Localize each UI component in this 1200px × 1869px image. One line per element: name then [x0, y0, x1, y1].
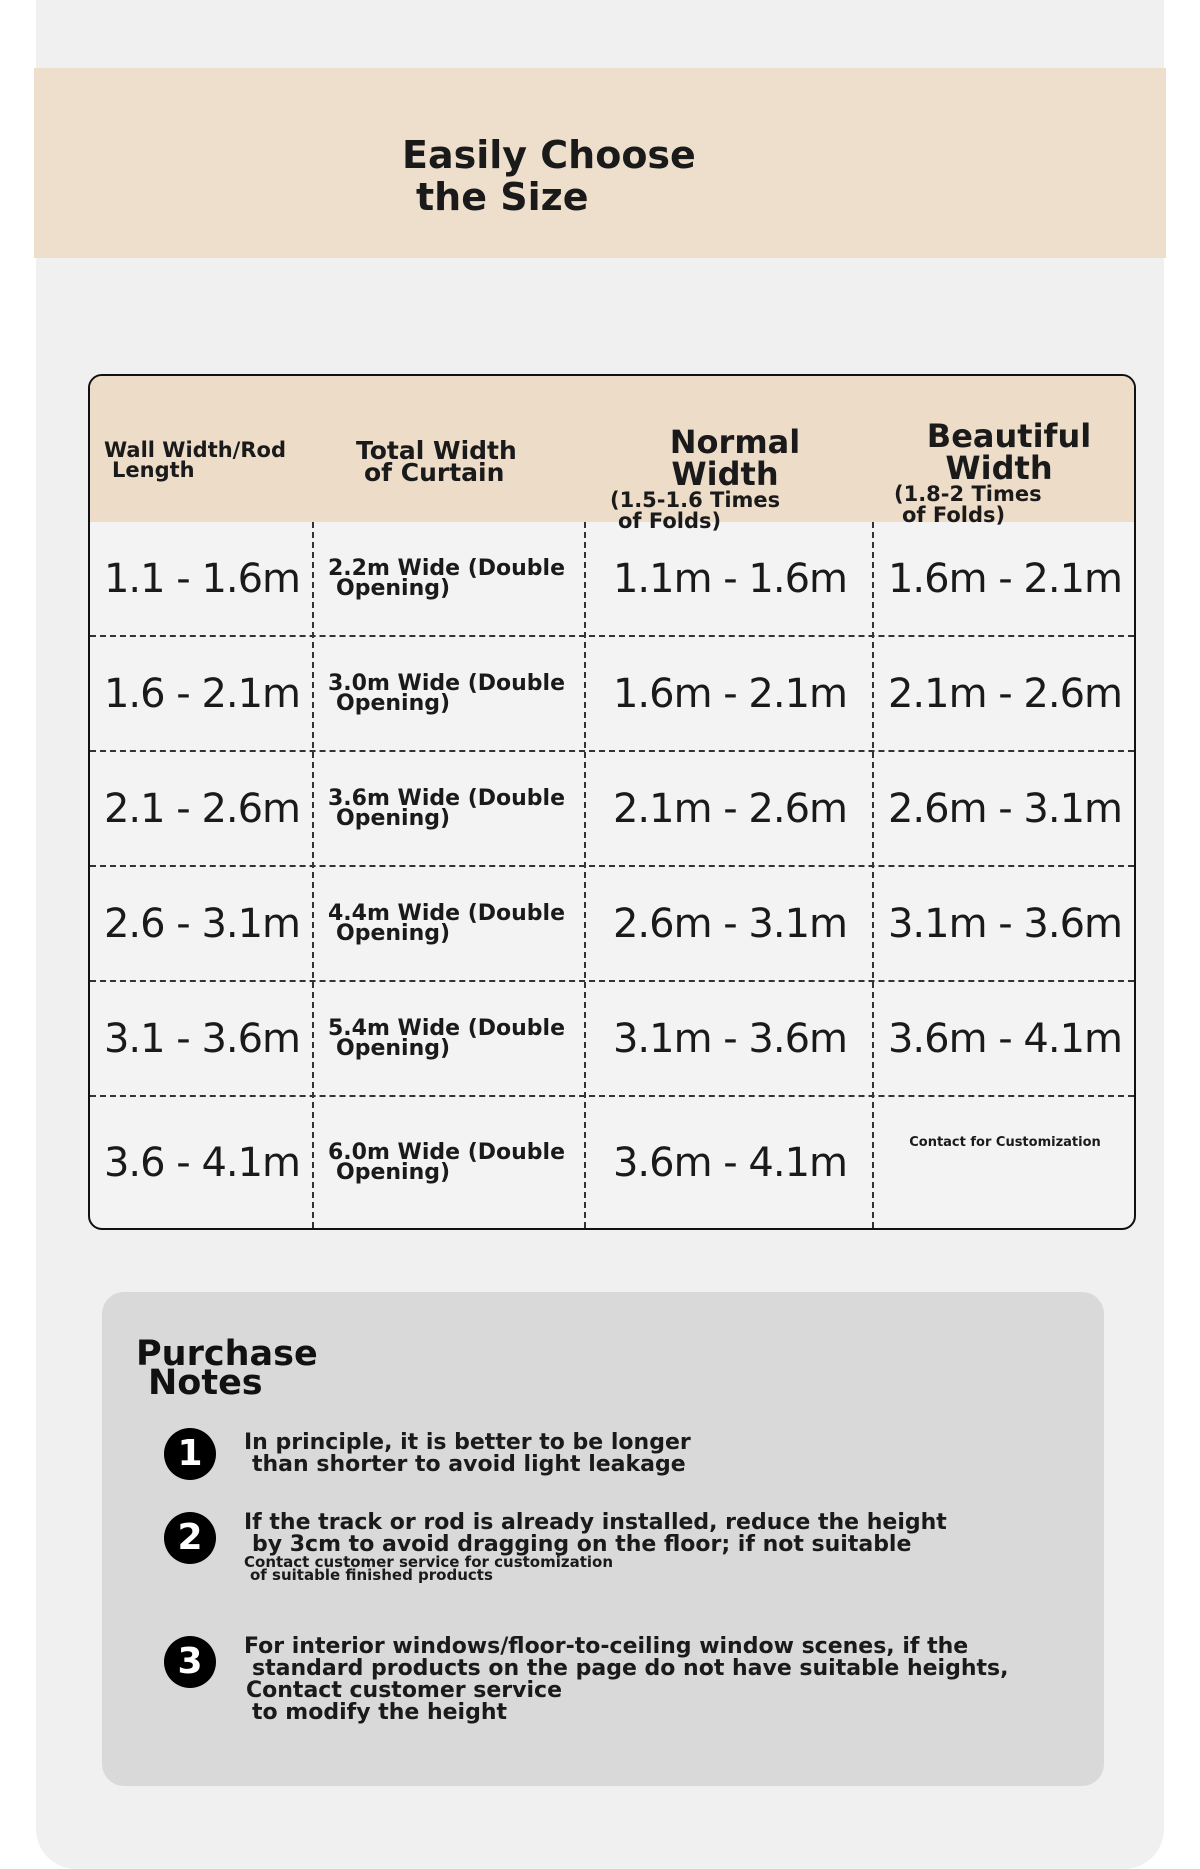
number-3-icon: 3 [164, 1636, 216, 1688]
cell-normal-width: 3.1m - 3.6m [612, 1015, 848, 1062]
size-table [88, 374, 1136, 1230]
purchase-notes-panel [102, 1292, 1104, 1786]
table-row [90, 867, 1134, 982]
cell-beautiful-width: 2.1m - 2.6m [887, 670, 1123, 717]
cell-total-width: 4.4m Wide (Double Opening) [328, 900, 565, 946]
table-row [90, 637, 1134, 752]
page-title-line-2: the Size [416, 175, 589, 219]
cell-total-width: 6.0m Wide (Double Opening) [328, 1139, 565, 1185]
cell-normal-width: 2.6m - 3.1m [612, 900, 848, 947]
title-banner [34, 68, 1166, 258]
table-row [90, 1097, 1134, 1228]
cell-wall-width: 2.1 - 2.6m [103, 785, 301, 832]
cell-wall-width: 2.6 - 3.1m [103, 900, 301, 947]
cell-normal-width: 1.6m - 2.1m [612, 670, 848, 717]
number-1-icon: 1 [164, 1428, 216, 1480]
cell-normal-width: 2.1m - 2.6m [612, 785, 848, 832]
note-text: In principle, it is better to be longer than shorter to avoid light leakage [244, 1430, 691, 1477]
header-wall-width: Wall Width/Rod Length [104, 438, 286, 482]
cell-normal-width: 1.1m - 1.6m [612, 555, 848, 602]
cell-total-width: 3.0m Wide (Double Opening) [328, 670, 565, 716]
header-beautiful-width: Beautiful Width (1.8-2 Times of Folds) [894, 417, 1092, 527]
table-header [90, 376, 1134, 533]
cell-beautiful-width: 1.6m - 2.1m [887, 555, 1123, 602]
table-row [90, 522, 1134, 637]
cell-beautiful-width: Contact for Customization [909, 1135, 1101, 1150]
purchase-notes-title: Purchase Notes [136, 1334, 318, 1403]
cell-wall-width: 1.6 - 2.1m [103, 670, 301, 717]
column-divider [872, 522, 874, 1228]
cell-wall-width: 3.6 - 4.1m [103, 1139, 301, 1186]
column-divider [312, 522, 314, 1228]
table-row [90, 752, 1134, 867]
cell-beautiful-width: 2.6m - 3.1m [887, 785, 1123, 832]
header-total-width: Total Width of Curtain [356, 436, 517, 487]
cell-total-width: 2.2m Wide (Double Opening) [328, 555, 565, 601]
cell-wall-width: 1.1 - 1.6m [103, 555, 301, 602]
page-title [402, 134, 802, 218]
cell-wall-width: 3.1 - 3.6m [103, 1015, 301, 1062]
cell-beautiful-width: 3.6m - 4.1m [887, 1015, 1123, 1062]
number-2-icon: 2 [164, 1512, 216, 1564]
note-text: If the track or rod is already installed, reduce the height by 3cm to avoid dragging on the floor; if not suitable Contact customer service for customization of suitable finished products [244, 1510, 947, 1584]
page-title-line-1: Easily Choose [402, 133, 696, 177]
cell-total-width: 5.4m Wide (Double Opening) [328, 1015, 565, 1061]
note-text: For interior windows/floor-to-ceiling window scenes, if the standard products on the page do not have suitable heights, Contact customer service to modify the height [244, 1634, 1009, 1725]
table-row [90, 982, 1134, 1097]
cell-beautiful-width: 3.1m - 3.6m [887, 900, 1123, 947]
column-divider [584, 522, 586, 1228]
cell-normal-width: 3.6m - 4.1m [612, 1139, 848, 1186]
header-normal-width: Normal Width (1.5-1.6 Times of Folds) [610, 423, 801, 533]
cell-total-width: 3.6m Wide (Double Opening) [328, 785, 565, 831]
